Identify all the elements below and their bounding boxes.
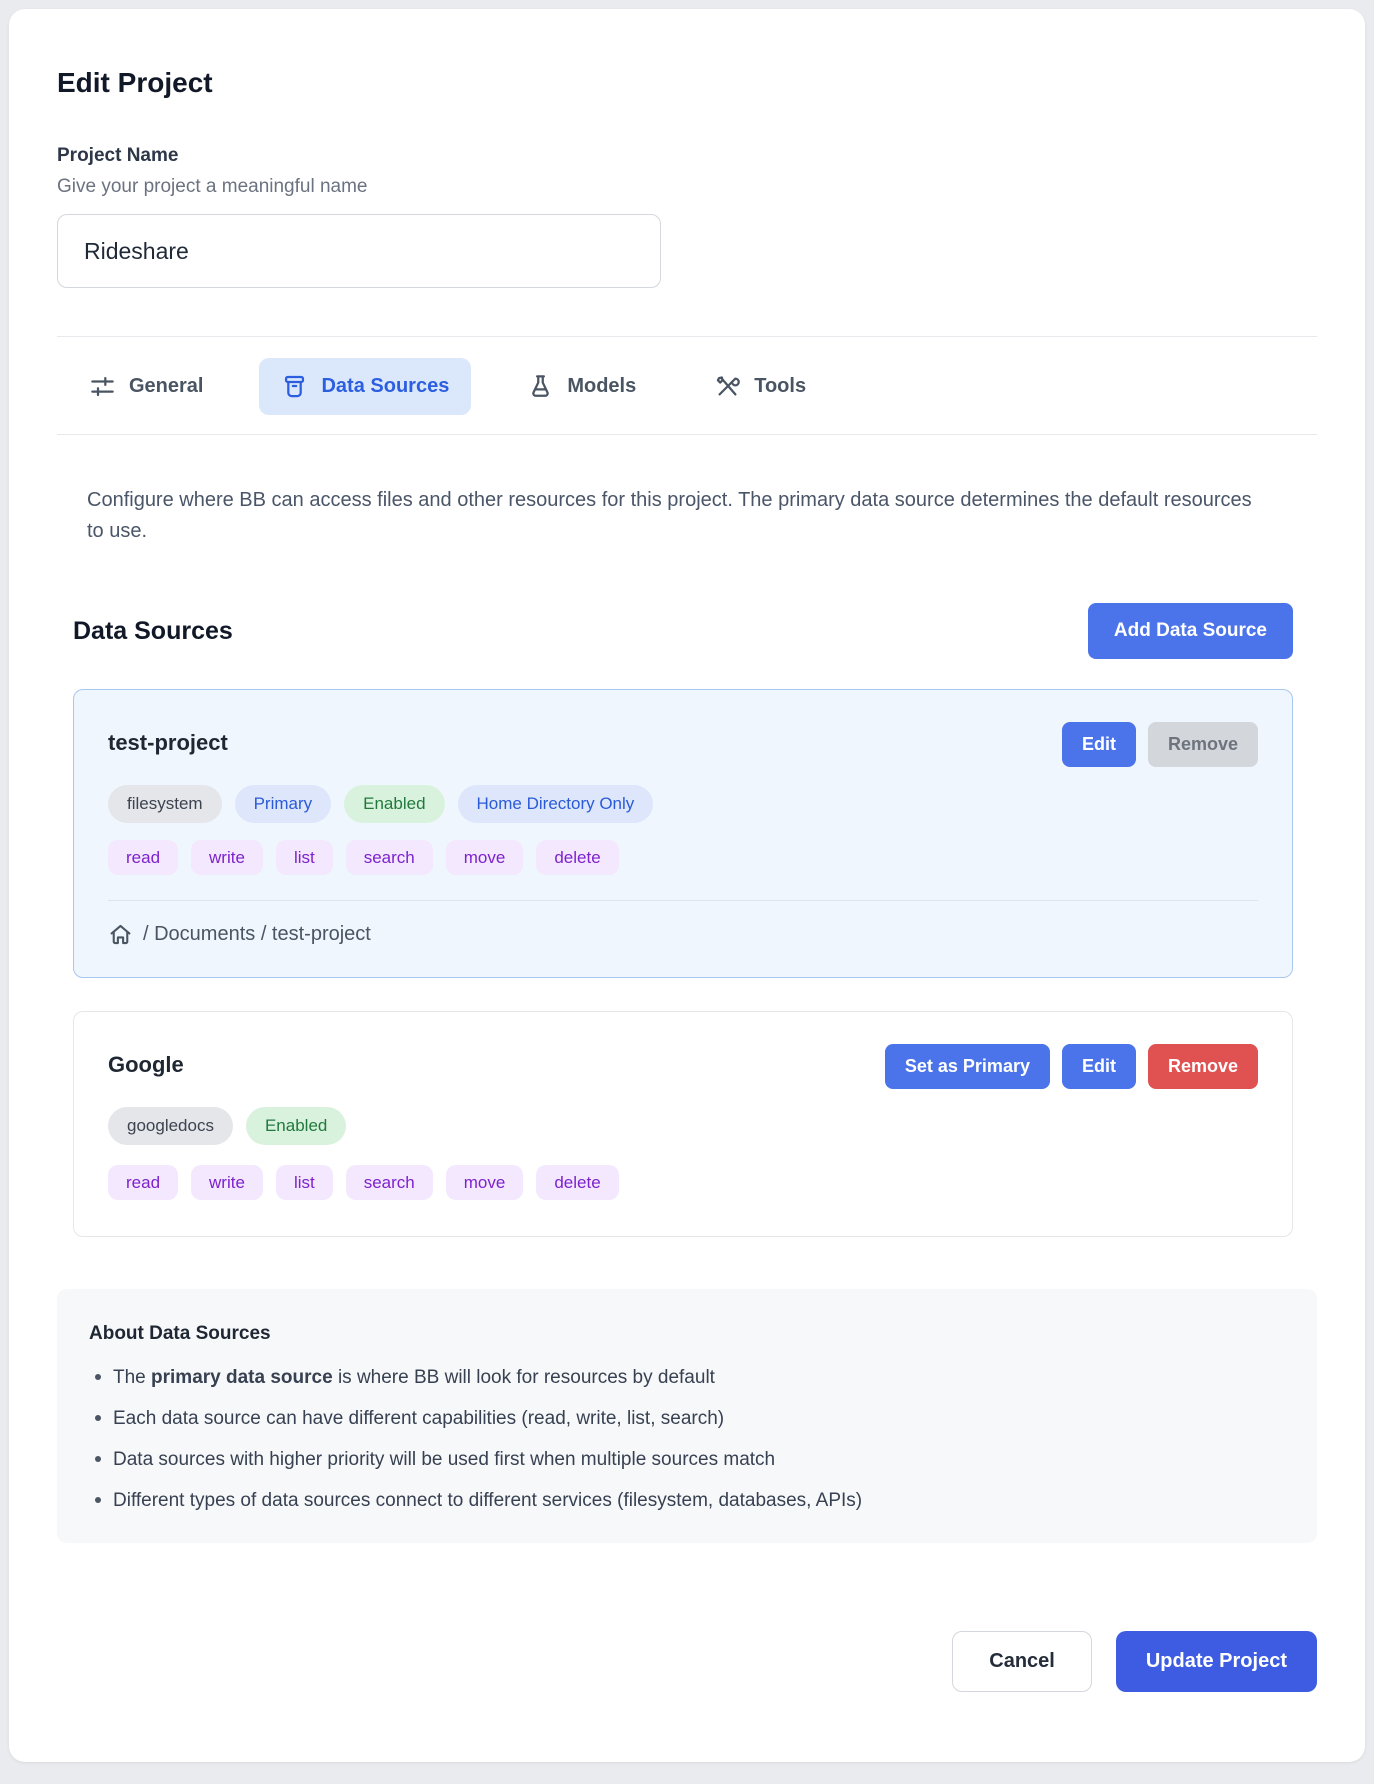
capability-badge: write xyxy=(191,840,263,875)
tab-label: General xyxy=(129,375,204,397)
update-project-button[interactable]: Update Project xyxy=(1116,1631,1317,1692)
about-bullet: Data sources with higher priority will be used first when multiple sources match xyxy=(89,1447,1285,1472)
remove-button[interactable]: Remove xyxy=(1148,1044,1258,1089)
capability-badge: delete xyxy=(536,840,618,875)
data-source-path: / Documents / test-project xyxy=(143,923,371,945)
tab-label: Models xyxy=(567,375,637,397)
bucket-icon xyxy=(281,373,308,400)
about-bullet: Each data source can have different capabilities (read, write, list, search) xyxy=(89,1406,1285,1431)
tab-label: Data Sources xyxy=(321,375,450,397)
about-bullet-list xyxy=(89,1365,1285,1513)
data-sources-heading: Data Sources xyxy=(73,616,233,645)
data-sources-section xyxy=(57,603,1317,1237)
tab-data-sources[interactable] xyxy=(259,358,471,415)
enabled-badge: Enabled xyxy=(246,1107,346,1145)
add-data-source-button[interactable]: Add Data Source xyxy=(1088,603,1293,659)
edit-button[interactable]: Edit xyxy=(1062,1044,1136,1089)
dialog-footer xyxy=(57,1631,1317,1692)
about-bullet: The primary data source is where BB will look for resources by default xyxy=(89,1365,1285,1390)
about-heading: About Data Sources xyxy=(89,1323,271,1344)
capability-badge: write xyxy=(191,1165,263,1200)
capability-badge: move xyxy=(446,840,524,875)
edit-project-dialog xyxy=(9,9,1365,1762)
sliders-icon xyxy=(89,373,116,400)
page-title: Edit Project xyxy=(57,67,213,98)
project-name-input[interactable] xyxy=(57,214,661,288)
project-name-label: Project Name xyxy=(57,145,179,166)
capability-badge: read xyxy=(108,1165,178,1200)
home-icon xyxy=(108,922,133,947)
divider xyxy=(108,900,1258,901)
tab-models[interactable] xyxy=(505,358,658,415)
capability-badge: search xyxy=(346,1165,433,1200)
tab-label: Tools xyxy=(754,375,807,397)
remove-button[interactable]: Remove xyxy=(1148,722,1258,767)
about-bullet: Different types of data sources connect to different services (filesystem, databases, APIs) xyxy=(89,1488,1285,1513)
enabled-badge: Enabled xyxy=(344,785,444,823)
type-badge: filesystem xyxy=(108,785,222,823)
set-as-primary-button[interactable]: Set as Primary xyxy=(885,1044,1050,1089)
capability-badge: read xyxy=(108,840,178,875)
tab-description: Configure where BB can access files and other resources for this project. The primary data source determines the default resources to use. xyxy=(87,489,1252,542)
data-source-name: Google xyxy=(108,1052,184,1077)
data-source-name: test-project xyxy=(108,730,228,755)
divider xyxy=(57,434,1317,435)
primary-badge: Primary xyxy=(235,785,332,823)
capability-badge: list xyxy=(276,840,333,875)
data-source-card-google xyxy=(73,1011,1293,1237)
capability-badge: list xyxy=(276,1165,333,1200)
flask-icon xyxy=(527,373,554,400)
capability-badge: delete xyxy=(536,1165,618,1200)
capability-badge: search xyxy=(346,840,433,875)
type-badge: googledocs xyxy=(108,1107,233,1145)
tab-tools[interactable] xyxy=(692,358,828,415)
project-name-hint: Give your project a meaningful name xyxy=(57,176,368,197)
about-data-sources-panel xyxy=(57,1289,1317,1543)
capability-badge: move xyxy=(446,1165,524,1200)
home-directory-badge: Home Directory Only xyxy=(458,785,654,823)
tab-general[interactable] xyxy=(67,358,225,415)
tools-icon xyxy=(714,373,741,400)
edit-button[interactable]: Edit xyxy=(1062,722,1136,767)
data-source-card-test-project xyxy=(73,689,1293,978)
cancel-button[interactable]: Cancel xyxy=(952,1631,1092,1692)
tab-bar xyxy=(57,337,1317,434)
